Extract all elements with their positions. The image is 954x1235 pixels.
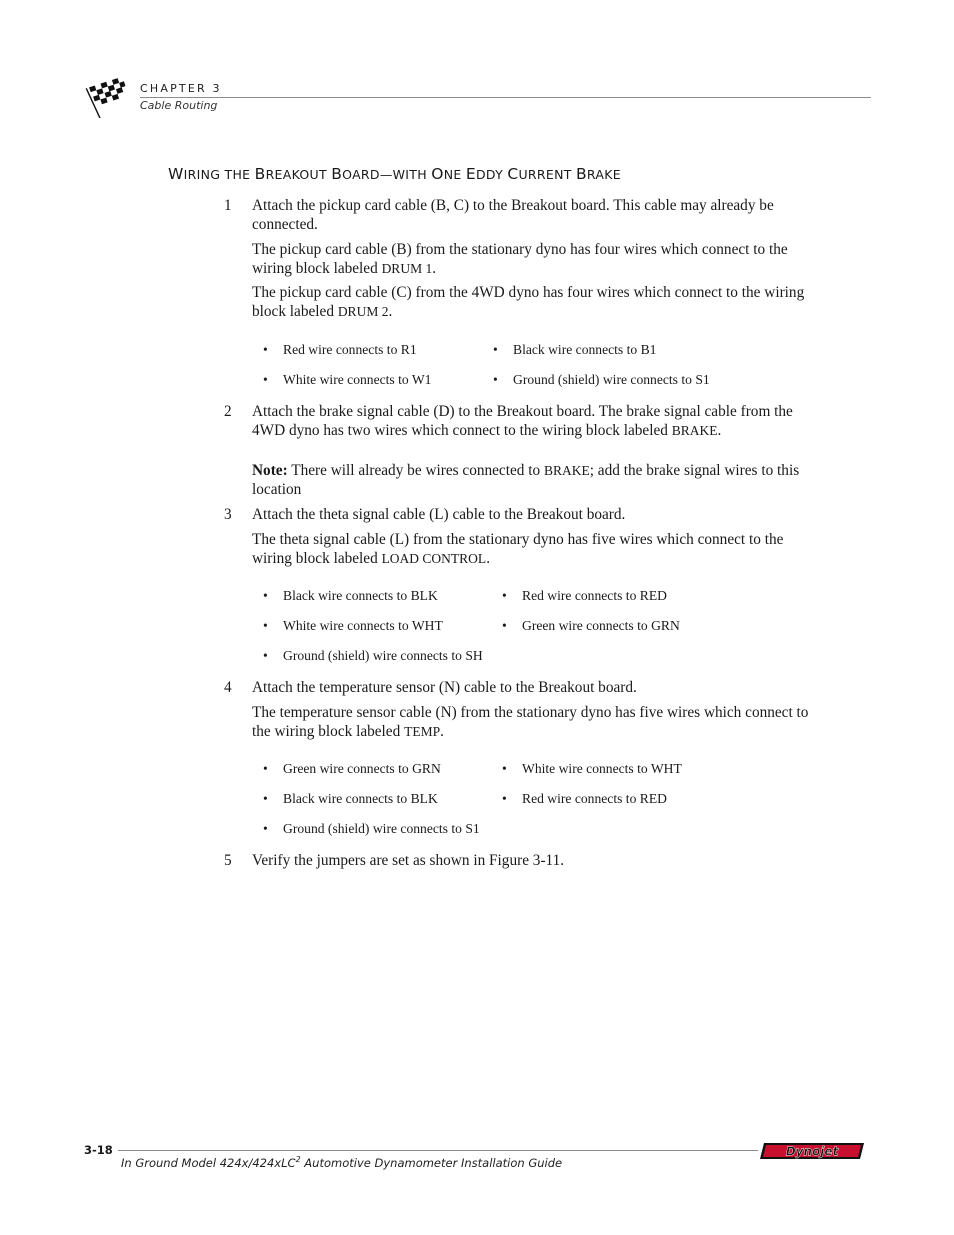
footer-divider (118, 1150, 758, 1151)
list-item: • Red wire connects to R1 (263, 342, 417, 357)
list-item: • White wire connects to WHT (502, 761, 682, 776)
step-number: 1 (224, 197, 232, 214)
step-paragraph: The theta signal cable (L) from the stationary dyno has five wires which connect to the wiring block labeled LOAD CONTROL. (252, 531, 784, 567)
list-item: • Ground (shield) wire connects to SH (263, 648, 483, 663)
step-note: Note: There will already be wires connected to BRAKE; add the brake signal wires to this location (252, 462, 800, 498)
list-item: • White wire connects to W1 (263, 372, 432, 387)
section-label: Cable Routing (140, 99, 218, 112)
list-item: • Red wire connects to RED (502, 791, 667, 806)
step-paragraph: The pickup card cable (B) from the stationary dyno has four wires which connect to the wiring block labeled DRUM 1. (252, 241, 788, 277)
step-text: Attach the theta signal cable (L) cable to the Breakout board. (252, 506, 626, 523)
step-number: 2 (224, 403, 232, 420)
header-divider (140, 97, 871, 98)
step-paragraph: The temperature sensor cable (N) from the stationary dyno has five wires which connect to the wiring block labeled TEMP. (252, 704, 809, 740)
list-item: • Green wire connects to GRN (502, 618, 680, 633)
list-item: • Green wire connects to GRN (263, 761, 441, 776)
list-item: • Black wire connects to B1 (493, 342, 657, 357)
list-item: • Ground (shield) wire connects to S1 (493, 372, 710, 387)
list-item: • Black wire connects to BLK (263, 791, 438, 806)
list-item: • Red wire connects to RED (502, 588, 667, 603)
step-paragraph: The pickup card cable (C) from the 4WD dyno has four wires which connect to the wiring block labeled DRUM 2. (252, 284, 805, 320)
checkered-flag-logo (84, 76, 132, 118)
step-text: Attach the pickup card cable (B, C) to the Breakout board. This cable may already be connected. (252, 197, 774, 233)
brand-text: Dynojet (785, 1144, 839, 1159)
list-item: • White wire connects to WHT (263, 618, 443, 633)
page-number: 3-18 (84, 1143, 113, 1157)
page-heading: WIRING THE BREAKOUT BOARD—WITH ONE EDDY CURRENT BRAKE (168, 165, 621, 183)
step-number: 4 (224, 679, 232, 696)
step-number: 3 (224, 506, 232, 523)
footer-title: In Ground Model 424x/424xLC$^2$ Automotive Dynamometer Installation Guide (121, 1155, 563, 1170)
dynojet-logo (760, 1141, 866, 1161)
chapter-label: CHAPTER 3 (140, 82, 222, 95)
step-number: 5 (224, 852, 232, 869)
list-item: • Black wire connects to BLK (263, 588, 438, 603)
step-text: Verify the jumpers are set as shown in Figure 3-11. (252, 852, 565, 869)
list-item: • Ground (shield) wire connects to S1 (263, 821, 480, 836)
step-text: Attach the brake signal cable (D) to the Breakout board. The brake signal cable from the 4WD dyno has two wires which connect to the wiring block labeled BRAKE. (252, 403, 793, 439)
step-text: Attach the temperature sensor (N) cable to the Breakout board. (252, 679, 637, 696)
